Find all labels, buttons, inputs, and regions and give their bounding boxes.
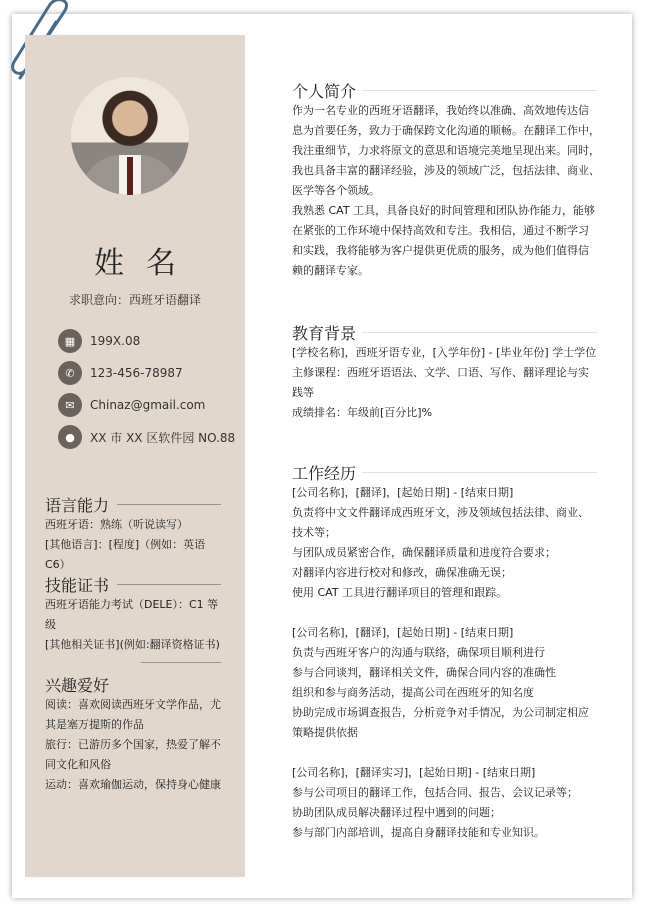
text-line: 负责与西班牙客户的沟通与联络，确保项目顺利进行 — [292, 646, 545, 659]
section-heading-hobbies — [45, 673, 221, 696]
text-line: 赖的翻译专家。 — [292, 264, 369, 277]
text-line: 西班牙语能力考试（DELE）：C1 等 — [45, 598, 219, 611]
section-heading-language — [45, 493, 221, 516]
text-line: [公司名称]，[翻译]，[起始日期] - [结束日期] — [292, 486, 514, 499]
text-line: 医学等各个领域。 — [292, 184, 380, 197]
location-icon: ● — [58, 425, 82, 449]
job-entry — [292, 483, 597, 603]
text-line: 协助完成市场调查报告，分析竞争对手情况，为公司制定相应 — [292, 706, 589, 719]
text-line: 策略提供依据 — [292, 726, 358, 739]
language-list — [45, 515, 227, 575]
text-line: 对翻译内容进行校对和修改，确保准确无误； — [292, 566, 512, 579]
text-line: 在紧张的工作环境中保持高效和专注。我相信，通过不断学习 — [292, 224, 589, 237]
job-intent: 求职意向：西班牙语翻译 — [68, 293, 201, 307]
text-line: 息为首要任务，致力于确保跨文化沟通的顺畅。在翻译工作中， — [292, 124, 600, 137]
text-line: 旅行：已游历多个国家，热爱了解不 — [45, 738, 221, 751]
text-line: 践等 — [292, 386, 314, 399]
text-line: 我熟悉 CAT 工具，具备良好的时间管理和团队协作能力，能够 — [292, 204, 596, 217]
text-line: [学校名称]，西班牙语专业，[入学年份] - [毕业年份] 学士学位 — [292, 346, 597, 359]
text-line: 与团队成员紧密合作，确保翻译质量和进度符合要求； — [292, 546, 556, 559]
text-line: 其是塞万提斯的作品 — [45, 718, 144, 731]
text-line: 负责将中文文件翻译成西班牙文，涉及领域包括法律、商业、 — [292, 506, 589, 519]
section-summary — [292, 79, 600, 281]
job-entry — [292, 623, 597, 743]
contact-text: Chinaz@gmail.com — [90, 398, 206, 412]
text-line: 工作经历 — [292, 463, 357, 483]
text-line: [其他语言]：[程度]（例如：英语 C6） — [45, 538, 206, 571]
text-line: 同文化和风俗 — [45, 758, 111, 771]
text-line: 个人简介 — [292, 81, 357, 101]
calendar-icon: ▦ — [58, 329, 82, 353]
sidebar — [25, 35, 245, 877]
text-line: 语言能力 — [45, 496, 110, 515]
text-line: 协助团队成员解决翻译过程中遇到的问题； — [292, 806, 501, 819]
text-line: 使用 CAT 工具进行翻译项目的管理和跟踪。 — [292, 586, 508, 599]
text-line: 参与部门内部培训，提高自身翻译技能和专业知识。 — [292, 826, 545, 839]
text-line: 运动：喜欢瑜伽运动，保持身心健康 — [45, 778, 221, 791]
text-line: 兴趣爱好 — [45, 676, 110, 695]
phone-icon: ✆ — [58, 361, 82, 385]
contact-phone — [58, 361, 183, 385]
text-line: 教育背景 — [292, 323, 357, 343]
text-line: 技术等； — [292, 526, 336, 539]
section-heading — [292, 79, 597, 101]
candidate-name: 姓名 — [94, 246, 198, 281]
contact-address — [58, 425, 235, 449]
avatar — [71, 77, 189, 195]
text-line: 我也具备丰富的翻译经验，涉及的领域广泛，包括法律、商业、 — [292, 164, 600, 177]
contact-text: 199X.08 — [90, 334, 141, 348]
job-entry — [292, 763, 597, 843]
divider — [141, 662, 221, 663]
education-text — [292, 343, 597, 423]
hobbies-list — [45, 695, 227, 795]
contact-text: XX 市 XX 区软件园 NO.88 — [90, 430, 236, 445]
text-line: 阅读：喜欢阅读西班牙文学作品，尤 — [45, 698, 221, 711]
text-line: 参与公司项目的翻译工作，包括合同、报告、会议记录等； — [292, 786, 578, 799]
text-line: [公司名称]，[翻译]，[起始日期] - [结束日期] — [292, 626, 514, 639]
section-heading-certs — [45, 573, 221, 596]
mail-icon: ✉ — [58, 393, 82, 417]
section-work — [292, 461, 597, 843]
text-line: 西班牙语：熟练（听说读写） — [45, 518, 188, 531]
text-line: 组织和参与商务活动，提高公司在西班牙的知名度 — [292, 686, 534, 699]
contact-email — [58, 393, 205, 417]
section-heading — [292, 461, 597, 483]
text-line: [公司名称]，[翻译实习]，[起始日期] - [结束日期] — [292, 766, 536, 779]
certs-list — [45, 595, 227, 655]
text-line: 和实践，我将能够为客户提供更优质的服务，成为他们值得信 — [292, 244, 589, 257]
section-education — [292, 321, 597, 423]
text-line: 我注重细节，力求将原文的意思和语境完美地呈现出来。同时， — [292, 144, 600, 157]
text-line: 级 — [45, 618, 56, 631]
text-line: 参与合同谈判，翻译相关文件，确保合同内容的准确性 — [292, 666, 556, 679]
text-line: 主修课程：西班牙语语法、文学、口语、写作、翻译理论与实 — [292, 366, 589, 379]
text-line: 成绩排名：年级前[百分比]% — [292, 406, 433, 419]
text-line: [其他相关证书](例如:翻译资格证书) — [45, 638, 220, 651]
text-line: 作为一名专业的西班牙语翻译，我始终以准确、高效地传达信 — [292, 104, 589, 117]
section-heading — [292, 321, 597, 343]
contact-birth — [58, 329, 140, 353]
text-line: 技能证书 — [45, 576, 110, 595]
summary-text — [292, 101, 600, 281]
contact-text: 123-456-78987 — [90, 366, 183, 380]
